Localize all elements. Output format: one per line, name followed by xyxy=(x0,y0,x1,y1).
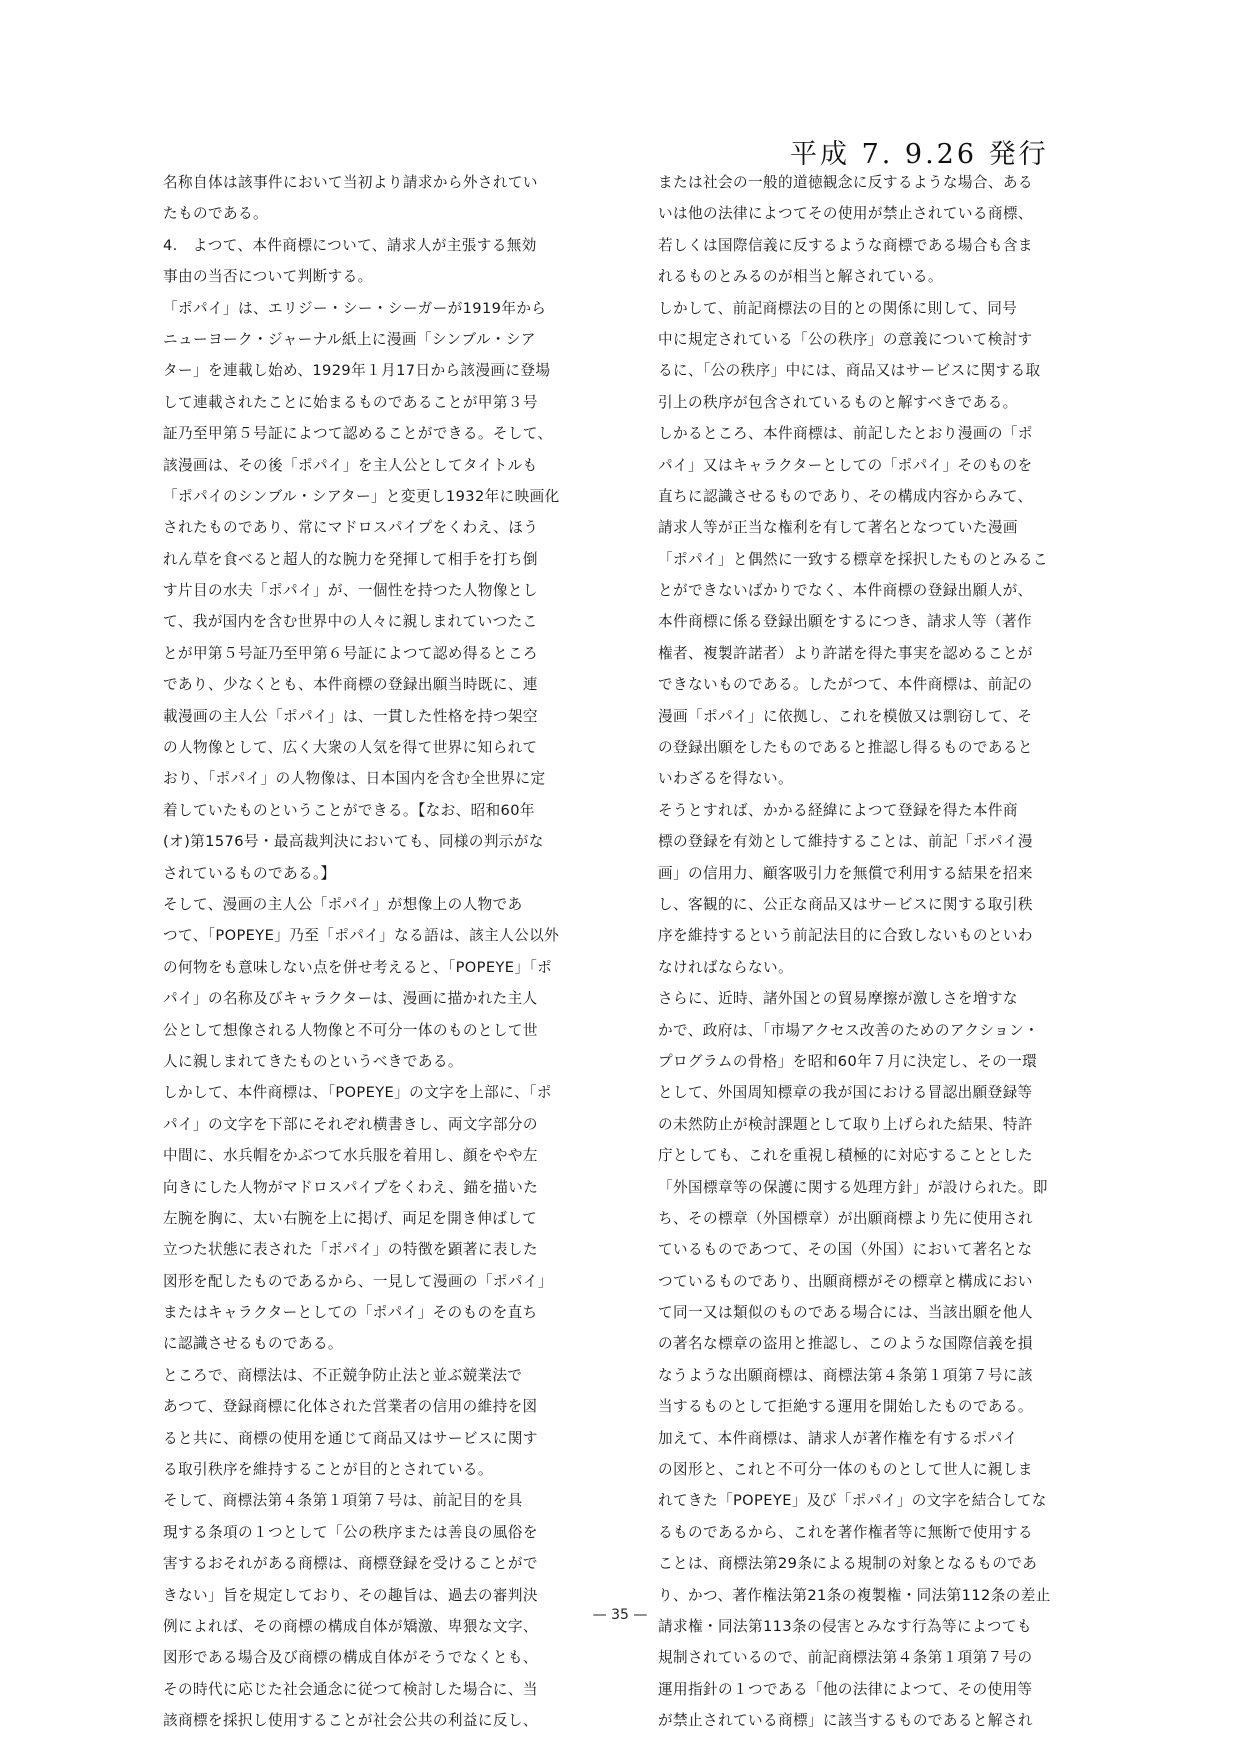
text-line: の著名な標章の盗用と推認し、このような国際信義を損 xyxy=(658,1335,1033,1353)
text-line: ているものであつて、その国（外国）において著名とな xyxy=(658,1241,1033,1259)
text-line: ニューヨーク・ジャーナル紙上に漫画「シンブル・シア xyxy=(163,330,536,348)
text-line: 害するおそれがある商標は、商標登録を受けることがで xyxy=(163,1555,538,1573)
text-line: 当するものとして拒絶する運用を開始したものである。 xyxy=(658,1398,1033,1416)
issue-date-header: 平成 7. 9.26 発行 xyxy=(790,139,1049,170)
right-text-column xyxy=(658,167,1113,1737)
text-line: 「外国標章等の保護に関する処理方針」が設けられた。即 xyxy=(658,1178,1048,1196)
text-line: つているものであり、出願商標がその標章と構成におい xyxy=(658,1272,1033,1290)
text-line: されているものである。】 xyxy=(163,864,336,882)
text-line: きない」旨を規定しており、その趣旨は、過去の審判決 xyxy=(163,1586,538,1604)
text-line: 向きにした人物がマドロスパイプをくわえ、錨を描いた xyxy=(163,1178,539,1196)
text-line: 着していたものということができる。【なお、昭和60年 xyxy=(163,801,535,819)
text-line: 直ちに認識させるものであり、その構成内容からみて、 xyxy=(658,487,1033,505)
text-line: 載漫画の主人公「ポパイ」は、一貫した性格を持つ架空 xyxy=(163,707,538,725)
text-line: 権者、複製許諾者）より許諾を得た事実を認めることが xyxy=(658,644,1033,662)
text-line: 人に親しまれてきたものというべきである。 xyxy=(163,1052,463,1070)
text-line: パイ」の名称及びキャラクターは、漫画に描かれた主人 xyxy=(163,990,538,1008)
text-line: または社会の一般的道徳観念に反するような場合、ある xyxy=(658,174,1033,191)
text-line: 図形である場合及び商標の構成自体がそうでなくとも、 xyxy=(163,1649,538,1667)
text-line: るものであるから、これを著作権者等に無断で使用する xyxy=(658,1523,1033,1541)
text-line: れてきた「POPEYE」及び「ポパイ」の文字を結合してな xyxy=(658,1492,1047,1510)
text-line: 図形を配したものであるから、一見して漫画の「ポパイ」 xyxy=(163,1272,553,1290)
text-line: 庁としても、これを重視し積極的に対応することとした xyxy=(658,1147,1033,1165)
text-line: しかして、前記商標法の目的との関係に則して、同号 xyxy=(658,299,1018,317)
text-line: 請求人等が正当な権利を有して著名となつていた漫画 xyxy=(658,519,1018,537)
text-line: 請求権・同法第113条の侵害とみなす行為等によつても xyxy=(658,1617,1032,1635)
text-line: (オ)第1576号・最高裁判決においても、同様の判示がな xyxy=(163,833,544,851)
text-line: なうような出願商標は、商標法第４条第１項第７号に該 xyxy=(658,1366,1033,1384)
text-line: 該漫画は、その後「ポパイ」を主人公としてタイトルも xyxy=(163,456,538,474)
text-line: して連載されたことに始まるものであることが甲第３号 xyxy=(163,393,538,411)
text-line: 本件商標に係る登録出願をするにつき、請求人等（著作 xyxy=(658,613,1032,631)
text-line: り、かつ、著作権法第21条の複製権・同法第112条の差止 xyxy=(658,1586,1051,1604)
text-line: そうとすれば、かかる経緯によつて登録を得た本件商 xyxy=(658,801,1018,819)
text-line: 規制されているので、前記商標法第４条第１項第７号の xyxy=(658,1649,1033,1667)
text-line: さらに、近時、諸外国との貿易摩擦が激しさを増すな xyxy=(658,990,1018,1008)
text-line: るに、「公の秩序」中には、商品又はサービスに関する取 xyxy=(658,362,1041,380)
text-line: ると共に、商標の使用を通じて商品又はサービスに関す xyxy=(163,1429,538,1447)
text-line: またはキャラクターとしての「ポパイ」そのものを直ち xyxy=(163,1304,538,1322)
text-line: できないものである。したがつて、本件商標は、前記の xyxy=(658,676,1033,694)
text-line: 若しくは国際信義に反するような商標である場合も含ま xyxy=(658,236,1033,254)
text-line: 漫画「ポパイ」に依拠し、これを模倣又は剽窃して、そ xyxy=(658,707,1033,725)
text-line: プログラムの骨格」を昭和60年７月に決定し、その一環 xyxy=(658,1052,1038,1070)
text-line: 左腕を胸に、太い右腕を上に掲げ、両足を開き伸ばして xyxy=(163,1209,538,1227)
text-line: 立つた状態に表された「ポパイ」の特徴を顕著に表した xyxy=(163,1241,538,1259)
text-line: されたものであり、常にマドロスパイプをくわえ、ほう xyxy=(163,519,539,537)
text-line: 標の登録を有効として維持することは、前記「ポパイ漫 xyxy=(658,833,1033,851)
text-line: そして、商標法第４条第１項第７号は、前記目的を具 xyxy=(163,1492,523,1510)
text-line: 運用指針の１つである「他の法律によつて、その使用等 xyxy=(658,1680,1033,1698)
text-line: 「ポパイ」は、エリジー・シー・シーガーが1919年から xyxy=(163,299,547,317)
text-line: かで、政府は、「市場アクセス改善のためのアクション・ xyxy=(658,1021,1040,1039)
text-line: パイ」の文字を下部にそれぞれ横書きし、両文字部分の xyxy=(163,1115,538,1133)
text-line: ところで、商標法は、不正競争防止法と並ぶ競業法で xyxy=(163,1366,523,1384)
text-line: る取引秩序を維持することが目的とされている。 xyxy=(163,1461,493,1479)
text-line: パイ」又はキャラクターとしての「ポパイ」そのものを xyxy=(658,456,1033,474)
left-text-column xyxy=(163,167,618,1737)
text-line: 現する条項の１つとして「公の秩序または善良の風俗を xyxy=(163,1523,538,1541)
text-line: の何物をも意味しない点を併せ考えると、「POPEYE」「ポ xyxy=(163,958,553,976)
text-line: いわざるを得ない。 xyxy=(658,770,793,788)
text-line: て同一又は類似のものである場合には、当該出願を他人 xyxy=(658,1304,1033,1322)
text-line: の登録出願をしたものであると推認し得るものであると xyxy=(658,739,1033,757)
text-line: の図形と、これと不可分一体のものとして世人に親しま xyxy=(658,1461,1033,1479)
text-line: として、外国周知標章の我が国における冒認出願登録等 xyxy=(658,1084,1033,1102)
text-line: おり、「ポパイ」の人物像は、日本国内を含む全世界に定 xyxy=(163,770,546,788)
text-line: 名称自体は該事件において当初より請求から外されてい xyxy=(163,174,538,191)
text-line: 画」の信用力、顧客吸引力を無償で利用する結果を招来 xyxy=(658,864,1033,882)
text-line: しかして、本件商標は、「POPEYE」の文字を上部に、「ポ xyxy=(163,1084,552,1102)
text-line: あつて、登録商標に化体された営業者の信用の維持を図 xyxy=(163,1398,538,1416)
page-number: — 35 — xyxy=(592,1607,648,1623)
text-line: 中に規定されている「公の秩序」の意義について検討す xyxy=(658,330,1033,348)
text-line: す片目の水夫「ポパイ」が、一個性を持つた人物像とし xyxy=(163,582,538,600)
text-line: そして、漫画の主人公「ポパイ」が想像上の人物であ xyxy=(163,895,523,913)
text-line: の人物像として、広く大衆の人気を得て世界に知られて xyxy=(163,739,538,757)
text-line: 事由の当否について判断する。 xyxy=(163,268,373,286)
text-line: たものである。 xyxy=(163,205,268,223)
text-line: の未然防止が検討課題として取り上げられた結果、特許 xyxy=(658,1115,1033,1133)
text-line: れるものとみるのが相当と解されている。 xyxy=(658,268,943,286)
text-line: 引上の秩序が包含されているものと解すべきである。 xyxy=(658,393,1018,411)
text-line: れん草を食べると超人的な腕力を発揮して相手を打ち倒 xyxy=(163,550,538,568)
text-line: に認識させるものである。 xyxy=(163,1335,343,1353)
text-line: 公として想像される人物像と不可分一体のものとして世 xyxy=(163,1021,538,1039)
text-line: ち、その標章（外国標章）が出願商標より先に使用され xyxy=(658,1209,1033,1227)
text-line: 例によれば、その商標の構成自体が矯激、卑猥な文字、 xyxy=(163,1617,538,1635)
text-line: 「ポパイ」と偶然に一致する標章を採択したものとみるこ xyxy=(658,550,1048,568)
text-line: 該商標を採択し使用することが社会公共の利益に反し、 xyxy=(163,1712,538,1730)
text-line: 「ポパイのシンブル・シアター」と変更し1932年に映画化 xyxy=(163,487,560,505)
text-line: 中間に、水兵帽をかぶつて水兵服を着用し、顔をやや左 xyxy=(163,1147,538,1165)
text-line: て、我が国内を含む世界中の人々に親しまれていつたこ xyxy=(163,613,538,631)
text-line: とができないばかりでなく、本件商標の登録出願人が、 xyxy=(658,582,1033,600)
text-line: その時代に応じた社会通念に従つて検討した場合に、当 xyxy=(163,1680,538,1698)
text-line: しかるところ、本件商標は、前記したとおり漫画の「ポ xyxy=(658,425,1033,443)
text-line: なければならない。 xyxy=(658,958,793,976)
text-line: とが甲第５号証乃至甲第６号証によつて認め得るところ xyxy=(163,644,538,662)
text-line: 加えて、本件商標は、請求人が著作権を有するポパイ xyxy=(658,1429,1018,1447)
text-line: 証乃至甲第５号証によつて認めることができる。そして、 xyxy=(163,425,553,443)
text-line: いは他の法律によつてその使用が禁止されている商標、 xyxy=(658,205,1033,223)
text-line: 4. よつて、本件商標について、請求人が主張する無効 xyxy=(163,236,537,254)
text-line: 序を維持するという前記法目的に合致しないものといわ xyxy=(658,927,1033,945)
text-line: し、客観的に、公正な商品又はサービスに関する取引秩 xyxy=(658,895,1033,913)
text-line: ことは、商標法第29条による規制の対象となるものであ xyxy=(658,1555,1038,1573)
text-line: が禁止されている商標」に該当するものであると解され xyxy=(658,1712,1033,1730)
text-line: であり、少なくとも、本件商標の登録出願当時既に、連 xyxy=(163,676,538,694)
text-line: つて、「POPEYE」乃至「ポパイ」なる語は、該主人公以外 xyxy=(163,927,560,945)
text-line: ター」を連載し始め、1929年１月17日から該漫画に登場 xyxy=(163,362,551,380)
